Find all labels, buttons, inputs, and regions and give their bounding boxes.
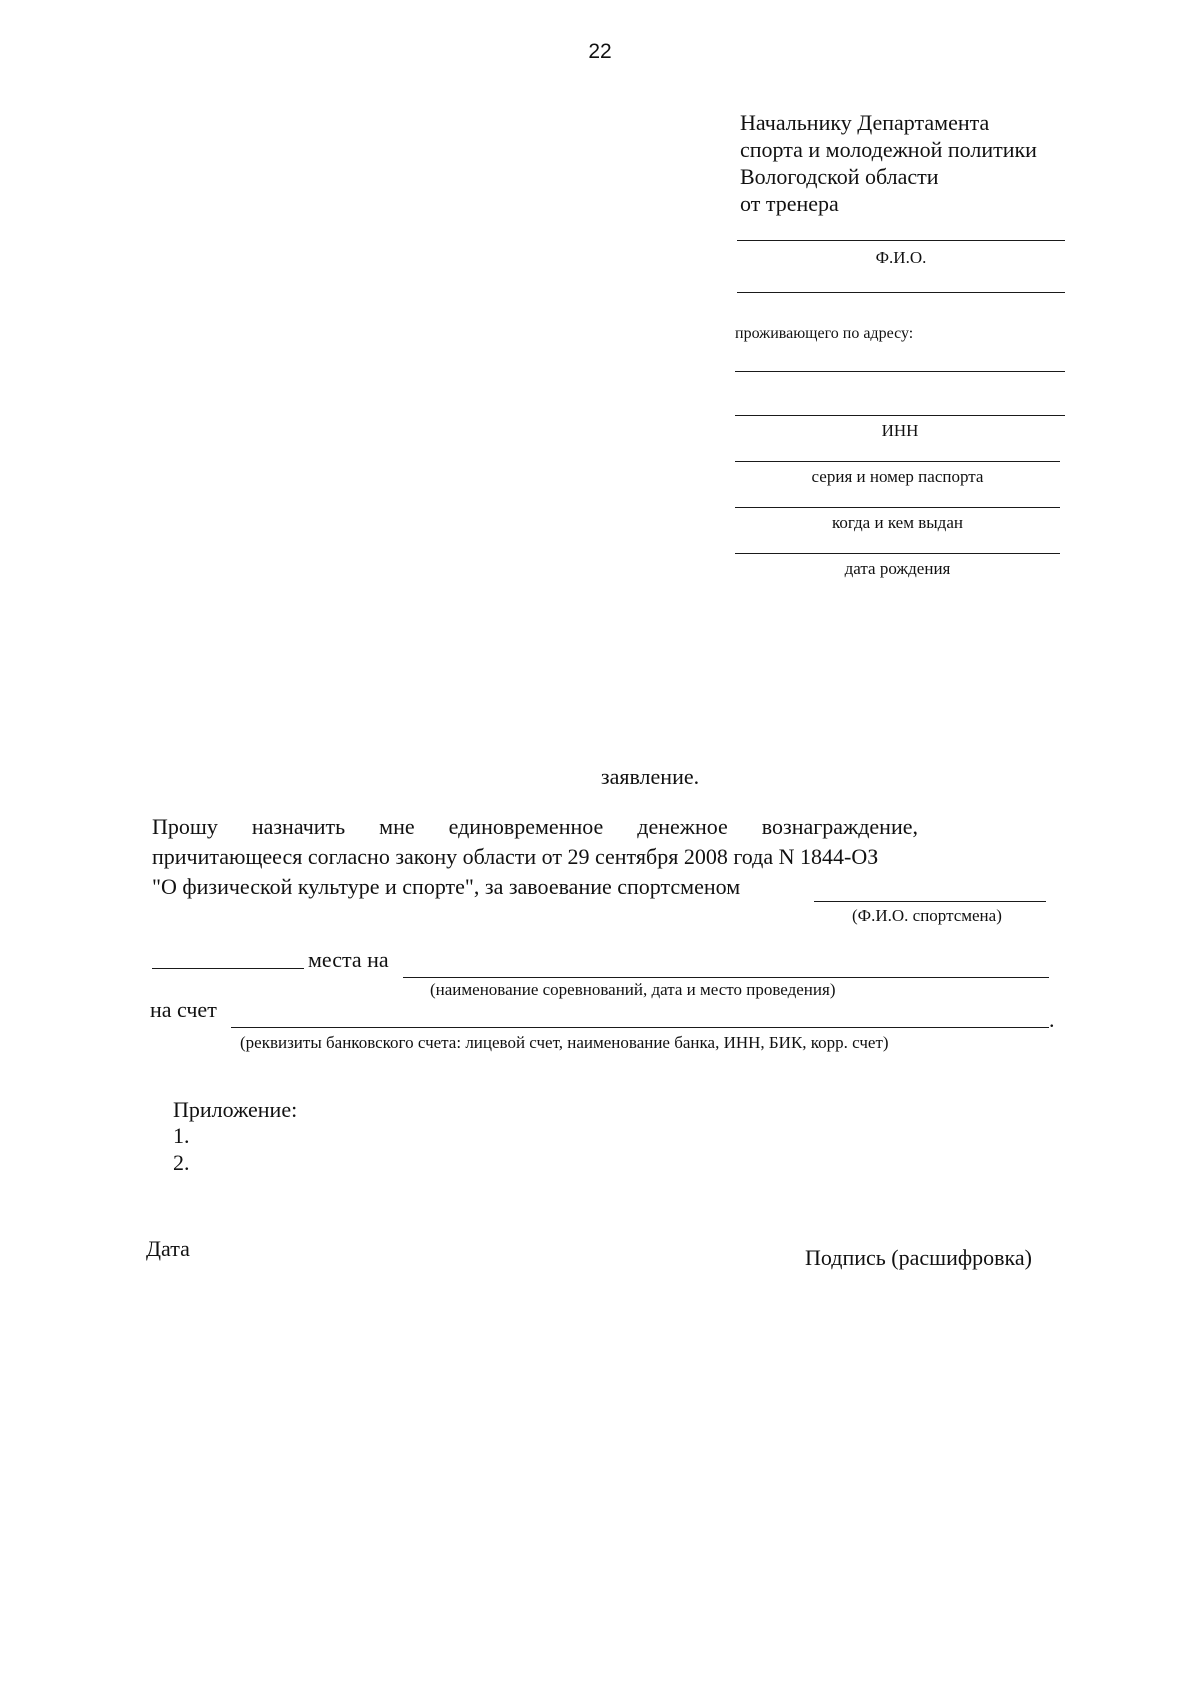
body-line-1: Прошу назначить мне единовременное денежное вознаграждение, (152, 814, 918, 839)
athlete-name-line[interactable] (814, 901, 1046, 902)
fio-caption: Ф.И.О. (875, 248, 927, 267)
address-label: проживающего по адресу: (735, 325, 914, 342)
bank-caption: (реквизиты банковского счета: лицевой счет, наименование банка, ИНН, БИК, корр. счет) (240, 1033, 889, 1052)
date-label: Дата (146, 1236, 190, 1261)
inn-line[interactable] (735, 461, 1060, 462)
addressee-line-4: от тренера (740, 191, 839, 216)
attachments-label: Приложение: (173, 1097, 298, 1122)
issued-line[interactable] (735, 553, 1060, 554)
passport-caption: серия и номер паспорта (811, 467, 984, 486)
attachment-item-1: 1. (173, 1123, 190, 1148)
competition-line[interactable] (403, 977, 1049, 978)
address-line-2[interactable] (735, 415, 1065, 416)
inn-caption: ИНН (881, 421, 919, 440)
account-end-dot: . (1049, 1007, 1055, 1032)
fio-line[interactable] (737, 240, 1065, 241)
account-line[interactable] (231, 1027, 1049, 1028)
signature-label: Подпись (расшифровка) (805, 1245, 1032, 1270)
body-line-3: "О физической культуре и спорте", за завоевание спортсменом (152, 874, 741, 899)
place-label: места на (308, 947, 389, 972)
body-line-2: причитающееся согласно закону области от 29 сентября 2008 года N 1844-ОЗ (152, 844, 879, 869)
birth-date-caption: дата рождения (844, 559, 951, 578)
issued-caption: когда и кем выдан (832, 513, 963, 532)
account-label: на счет (150, 997, 217, 1022)
attachment-item-2: 2. (173, 1150, 190, 1175)
fio-line-2[interactable] (737, 292, 1065, 293)
page-number: 22 (588, 40, 612, 63)
addressee-line-2: спорта и молодежной политики (740, 137, 1037, 162)
athlete-caption: (Ф.И.О. спортсмена) (852, 906, 1002, 925)
document-title: заявление. (600, 764, 700, 789)
addressee-line-1: Начальнику Департамента (740, 110, 990, 135)
addressee-line-3: Вологодской области (740, 164, 939, 189)
address-line-1[interactable] (735, 371, 1065, 372)
passport-line[interactable] (735, 507, 1060, 508)
addressee-block (740, 109, 1100, 217)
competition-caption: (наименование соревнований, дата и место проведения) (430, 980, 836, 999)
place-number-line[interactable] (152, 968, 304, 969)
